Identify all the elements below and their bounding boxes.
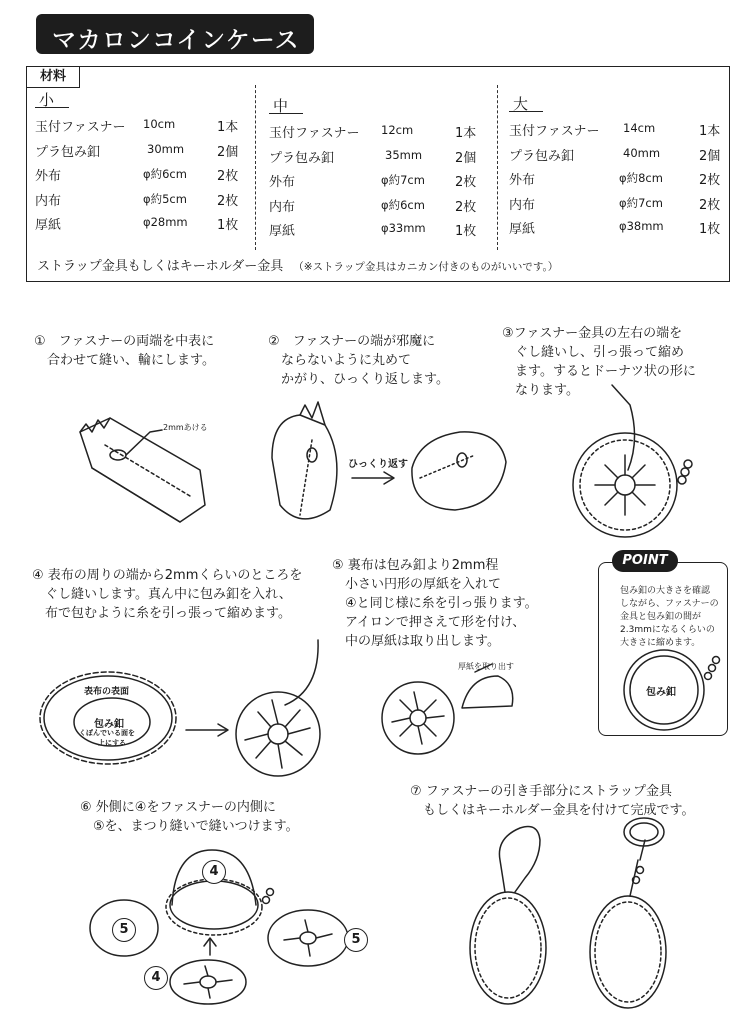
size-label: 大 bbox=[509, 93, 543, 112]
remove-callout: 厚紙を取り出す bbox=[458, 662, 514, 671]
material-row: プラ包み釦 30mm 2個 bbox=[35, 141, 239, 160]
material-row: 内布 φ約5cm 2枚 bbox=[35, 191, 239, 209]
zipper-donut-illustration bbox=[573, 385, 692, 537]
material-row: 外布 φ約7cm 2枚 bbox=[269, 173, 477, 190]
size-label: 小 bbox=[35, 89, 69, 108]
material-row: 外布 φ約6cm 2枚 bbox=[35, 167, 239, 184]
marker-4-bottom: 4 bbox=[144, 966, 168, 990]
page-title: マカロンコインケース bbox=[52, 26, 300, 54]
zipper-rolled-illustration bbox=[272, 402, 506, 519]
step-6-text: ⑥ 外側に④をファスナーの内側に ⑤を、まつり縫いで縫いつけます。 bbox=[80, 800, 299, 834]
material-row: 玉付ファスナー 10cm 1本 bbox=[35, 117, 239, 135]
marker-4-top: 4 bbox=[202, 860, 226, 884]
step-1-text: ① ファスナーの両端を中表に 合わせて縫い、輪にします。 bbox=[34, 334, 215, 368]
material-row: 厚紙 φ33mm 1枚 bbox=[269, 221, 477, 239]
material-row: プラ包み釦 40mm 2個 bbox=[509, 145, 721, 164]
material-row: 内布 φ約7cm 2枚 bbox=[509, 195, 721, 213]
button-callout: 包み釦 bbox=[94, 719, 124, 730]
marker-5-right: 5 bbox=[344, 928, 368, 952]
button-sub-callout-2: 上にする bbox=[98, 739, 126, 747]
flip-callout: ひっくり返す bbox=[348, 459, 408, 470]
point-donut-illustration bbox=[624, 650, 720, 730]
point-tag: POINT bbox=[612, 550, 678, 572]
material-row: 外布 φ約8cm 2枚 bbox=[509, 171, 721, 188]
material-row: 内布 φ約6cm 2枚 bbox=[269, 197, 477, 215]
step-2-text: ② ファスナーの端が邪魔に ならないように丸めて かがり、ひっくり返します。 bbox=[268, 334, 449, 387]
material-row: 厚紙 φ38mm 1枚 bbox=[509, 219, 721, 237]
step-4-text: ④ 表布の周りの端から2mmくらいのところを ぐし縫いします。真ん中に包み釦を入れ、 布で包むように糸を引っ張って縮めます。 bbox=[32, 568, 303, 621]
fabric-button-illustration bbox=[40, 640, 320, 776]
finished-case-illustration bbox=[470, 818, 666, 1008]
size-label: 中 bbox=[269, 95, 303, 114]
back-fabric-illustration bbox=[382, 664, 513, 754]
point-button-label: 包み釦 bbox=[646, 687, 676, 698]
step-7-text: ⑦ ファスナーの引き手部分にストラップ金具 もしくはキーホルダー金具を付けて完成です。 bbox=[410, 784, 695, 818]
strap-text: ストラップ金具もしくはキーホルダー金具 bbox=[37, 259, 284, 274]
step-3-text: ③ファスナー金具の左右の端を ぐし縫いし、引っ張って縮め ます。するとドーナツ状の形に なります。 bbox=[502, 326, 696, 398]
material-row: 厚紙 φ28mm 1枚 bbox=[35, 215, 239, 233]
strap-remark: （※ストラップ金具はカニカン付きのものがいいです。） bbox=[293, 261, 559, 273]
marker-5-left: 5 bbox=[112, 918, 136, 942]
material-row: 玉付ファスナー 14cm 1本 bbox=[509, 121, 721, 139]
material-row: 玉付ファスナー 12cm 1本 bbox=[269, 123, 477, 141]
button-sub-callout-1: くぼんでいる面を bbox=[79, 729, 135, 737]
point-text: 包み釦の大きさを確認 しながら、ファスナーの 金具と包み釦の間が 2.3mmになるくらいの 大きさに縮めます。 bbox=[620, 586, 719, 648]
zipper-folded-illustration bbox=[80, 418, 205, 522]
face-callout: 表布の表面 bbox=[84, 687, 130, 697]
gap-callout: 2mmあける bbox=[163, 423, 208, 432]
materials-label: 材料 bbox=[26, 66, 80, 88]
step-5-text: ⑤ 裏布は包み釦より2mm程 小さい円形の厚紙を入れて ④と同じ様に糸を引っ張ります。 アイロンで押さえて形を付け、 中の厚紙は取り出します。 bbox=[332, 558, 538, 649]
material-row: プラ包み釦 35mm 2個 bbox=[269, 147, 477, 166]
